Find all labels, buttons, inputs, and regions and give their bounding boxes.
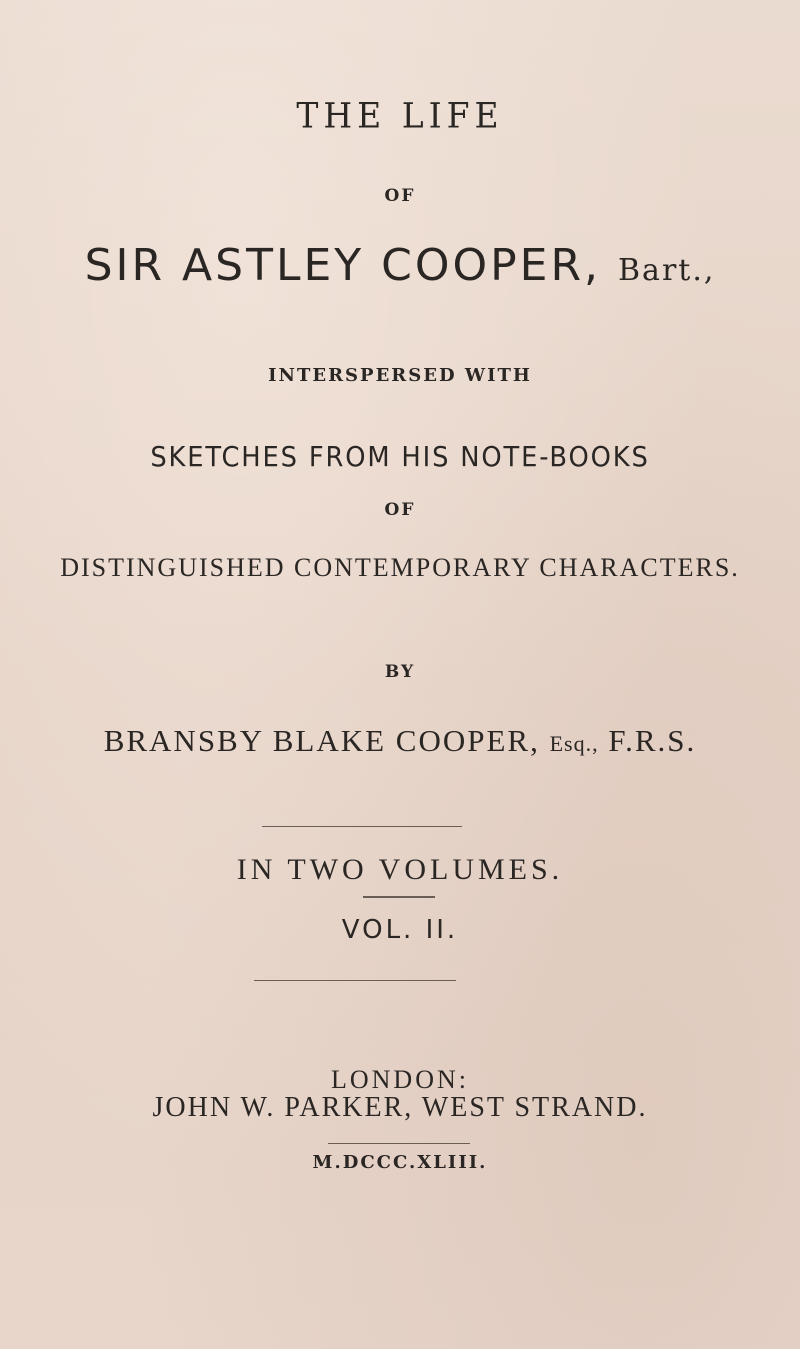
- subject-name-line: [0, 240, 800, 291]
- subject-title: Bart.,: [618, 253, 716, 288]
- volumes-line: IN TWO VOLUMES.: [236, 853, 564, 886]
- author-line: [0, 723, 800, 759]
- sketches-line: SKETCHES FROM HIS NOTE-BOOKS: [150, 440, 650, 473]
- interspersed-line: INTERSPERSED WITH: [268, 365, 532, 386]
- imprint-publisher: JOHN W. PARKER, WEST STRAND.: [152, 1092, 648, 1123]
- connector-of-2: OF: [384, 500, 416, 520]
- connector-of: OF: [384, 186, 416, 206]
- author-name: BRANSBY BLAKE COOPER,: [103, 723, 540, 758]
- volume-number: VOL. II.: [341, 915, 459, 945]
- connector-by: BY: [384, 662, 416, 682]
- short-divider-rule: [363, 896, 435, 898]
- characters-line: DISTINGUISHED CONTEMPORARY CHARACTERS.: [60, 553, 740, 582]
- subject-name: SIR ASTLEY COOPER,: [84, 240, 602, 291]
- author-esq: Esq.,: [549, 731, 599, 756]
- divider-rule-3: [328, 1143, 470, 1144]
- imprint-date: M.DCCC.XLIII.: [312, 1152, 488, 1173]
- book-title-line: THE LIFE: [296, 95, 504, 136]
- divider-rule-2: [254, 980, 456, 981]
- imprint-place: LONDON:: [331, 1065, 469, 1094]
- divider-rule: [262, 826, 462, 827]
- author-credential: F.R.S.: [608, 723, 697, 758]
